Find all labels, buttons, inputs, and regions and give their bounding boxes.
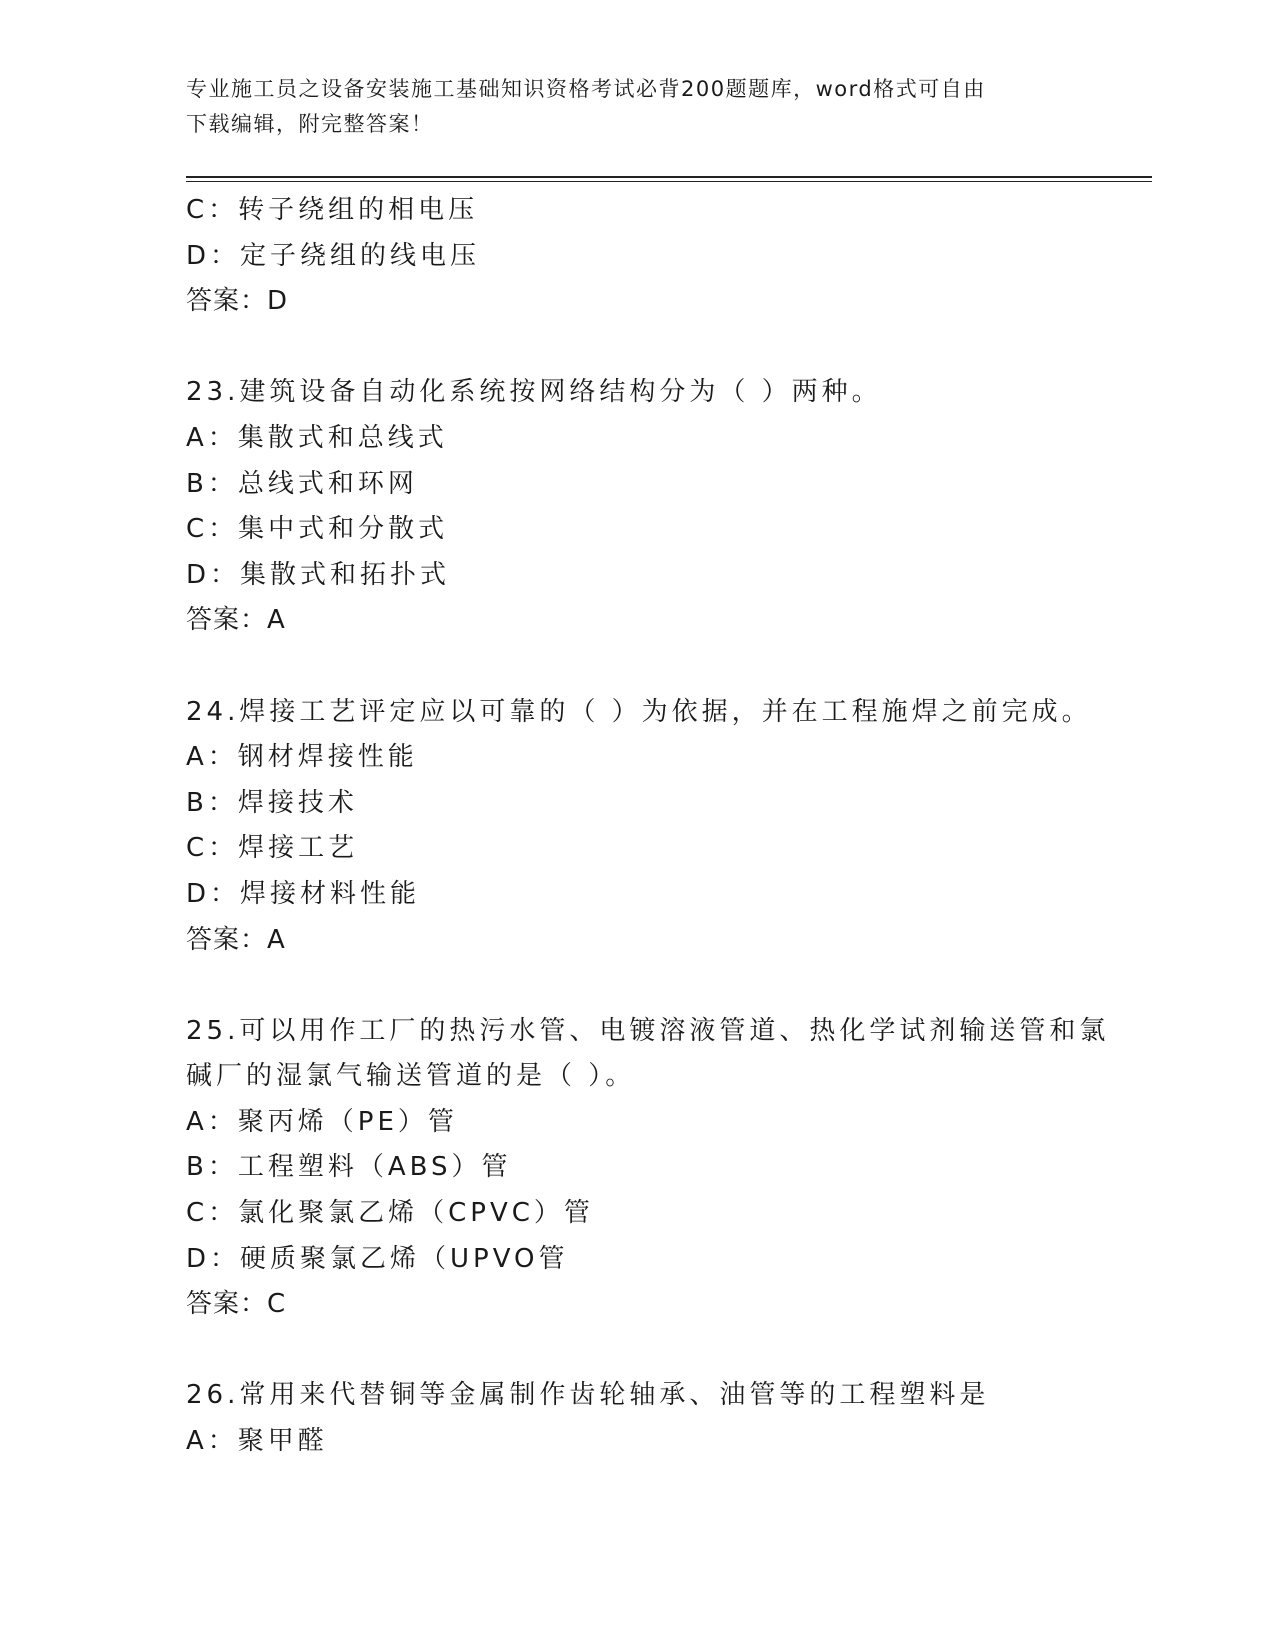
header-divider-thin [186, 181, 1152, 182]
option-c: C：集中式和分散式 [186, 514, 449, 545]
spacer [186, 963, 1086, 1009]
question-stem-line-2: 碱厂的湿氯气输送管道的是（ ）。 [186, 1061, 636, 1092]
option-a: A：钢材焊接性能 [186, 742, 418, 773]
question-25 [186, 1009, 1110, 1328]
header-line-1: 专业施工员之设备安装施工基础知识资格考试必背200题题库，word格式可自由 [186, 77, 986, 101]
option-c: C：氯化聚氯乙烯（CPVC）管 [186, 1198, 594, 1229]
document-header [186, 72, 1086, 142]
question-23 [186, 370, 1086, 644]
option-a: A：聚甲醛 [186, 1426, 328, 1457]
answer-line: 答案：C [186, 1289, 287, 1320]
question-stem: 23.建筑设备自动化系统按网络结构分为（ ）两种。 [186, 377, 882, 408]
option-a: A：聚丙烯（PE）管 [186, 1106, 458, 1137]
spacer [186, 1328, 1086, 1374]
option-d: D：定子绕组的线电压 [186, 240, 481, 271]
question-22-tail [186, 188, 1086, 325]
header-line-2: 下载编辑，附完整答案！ [186, 112, 434, 136]
option-b: B：总线式和环网 [186, 468, 418, 499]
question-list [186, 188, 1110, 1465]
option-a: A：集散式和总线式 [186, 422, 448, 453]
answer-line: 答案：A [186, 605, 286, 636]
question-stem-line-1: 25.可以用作工厂的热污水管、电镀溶液管道、热化学试剂输送管和氯 [186, 1015, 1110, 1046]
option-c: C：焊接工艺 [186, 833, 359, 864]
header-divider-thick [186, 176, 1152, 178]
spacer [186, 644, 1086, 690]
spacer [186, 325, 1086, 371]
answer-line: 答案：D [186, 286, 289, 317]
option-c: C：转子绕组的相电压 [186, 195, 479, 225]
option-d: D：焊接材料性能 [186, 878, 421, 909]
question-stem: 26.常用来代替铜等金属制作齿轮轴承、油管等的工程塑料是 [186, 1380, 990, 1411]
answer-line: 答案：A [186, 924, 286, 955]
option-b: B：工程塑料（ABS）管 [186, 1152, 512, 1183]
option-d: D：硬质聚氯乙烯（UPVO管 [186, 1243, 569, 1274]
question-24 [186, 690, 1092, 964]
option-b: B：焊接技术 [186, 787, 358, 818]
option-d: D：集散式和拓扑式 [186, 559, 451, 590]
question-stem: 24.焊接工艺评定应以可靠的（ ）为依据，并在工程施焊之前完成。 [186, 696, 1092, 727]
question-26 [186, 1373, 1086, 1464]
